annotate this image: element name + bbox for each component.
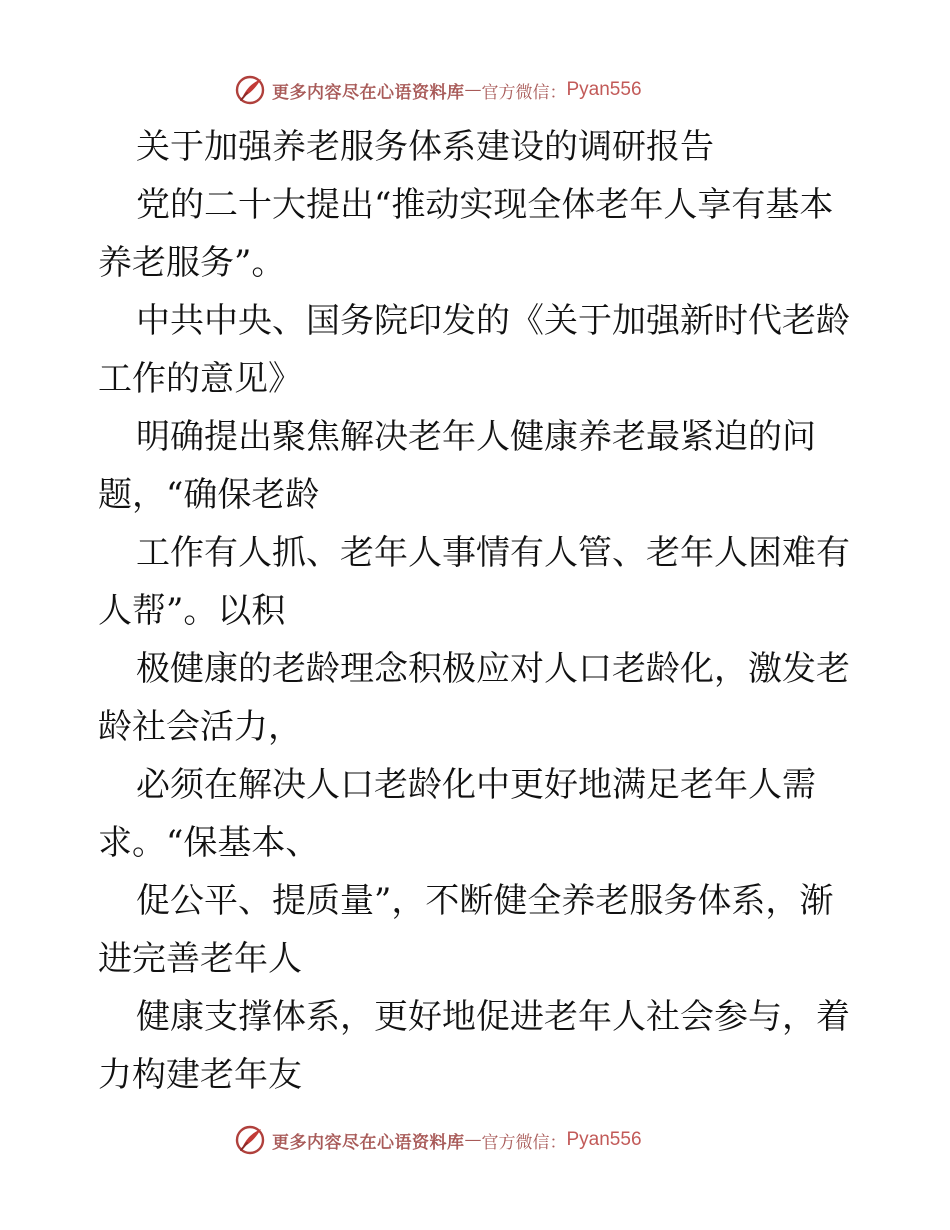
paragraph-line: 明确提出聚焦解决老年人健康养老最紧迫的问 <box>136 417 816 457</box>
wechat-label: 官方微信： <box>481 82 567 103</box>
paragraph-line: 龄社会活力， <box>98 707 302 747</box>
paragraph-line: 工作的意见》 <box>98 359 302 399</box>
site-text: 更多内容尽在心语资料库 <box>272 82 465 103</box>
paragraph-line: 力构建老年友 <box>98 1055 302 1095</box>
paragraph-line: 中共中央、国务院印发的《关于加强新时代老龄 <box>136 301 850 341</box>
feather-pen-logo-icon <box>234 74 266 106</box>
paragraph-line: 人帮”。以积 <box>98 591 286 631</box>
paragraph-line: 促公平、提质量”，不断健全养老服务体系，渐 <box>136 881 834 921</box>
wechat-id: Pyan556 <box>566 79 642 100</box>
paragraph-line: 求。“保基本、 <box>98 823 320 863</box>
document-body <box>98 118 858 1104</box>
paragraph-line: 工作有人抓、老年人事情有人管、老年人困难有 <box>136 533 850 573</box>
paragraph-line: 极健康的老龄理念积极应对人口老龄化，激发老 <box>136 649 850 689</box>
wechat-id: Pyan556 <box>566 1129 642 1150</box>
header-banner[interactable] <box>234 72 642 108</box>
dash-separator: — <box>464 1130 482 1150</box>
wechat-label: 官方微信： <box>481 1132 567 1153</box>
paragraph-line: 必须在解决人口老龄化中更好地满足老年人需 <box>136 765 816 805</box>
paragraph-line: 养老服务”。 <box>98 243 286 283</box>
paragraph-line: 健康支撑体系，更好地促进老年人社会参与，着 <box>136 997 850 1037</box>
paragraph-line: 进完善老年人 <box>98 939 302 979</box>
paragraph-line: 题，“确保老龄 <box>98 475 320 515</box>
paragraph-line: 党的二十大提出“推动实现全体老年人享有基本 <box>136 185 834 225</box>
footer-banner[interactable] <box>234 1122 642 1158</box>
dash-separator: — <box>464 80 482 100</box>
feather-pen-logo-icon <box>234 1124 266 1156</box>
document-title: 关于加强养老服务体系建设的调研报告 <box>136 127 714 167</box>
site-text: 更多内容尽在心语资料库 <box>272 1132 465 1153</box>
